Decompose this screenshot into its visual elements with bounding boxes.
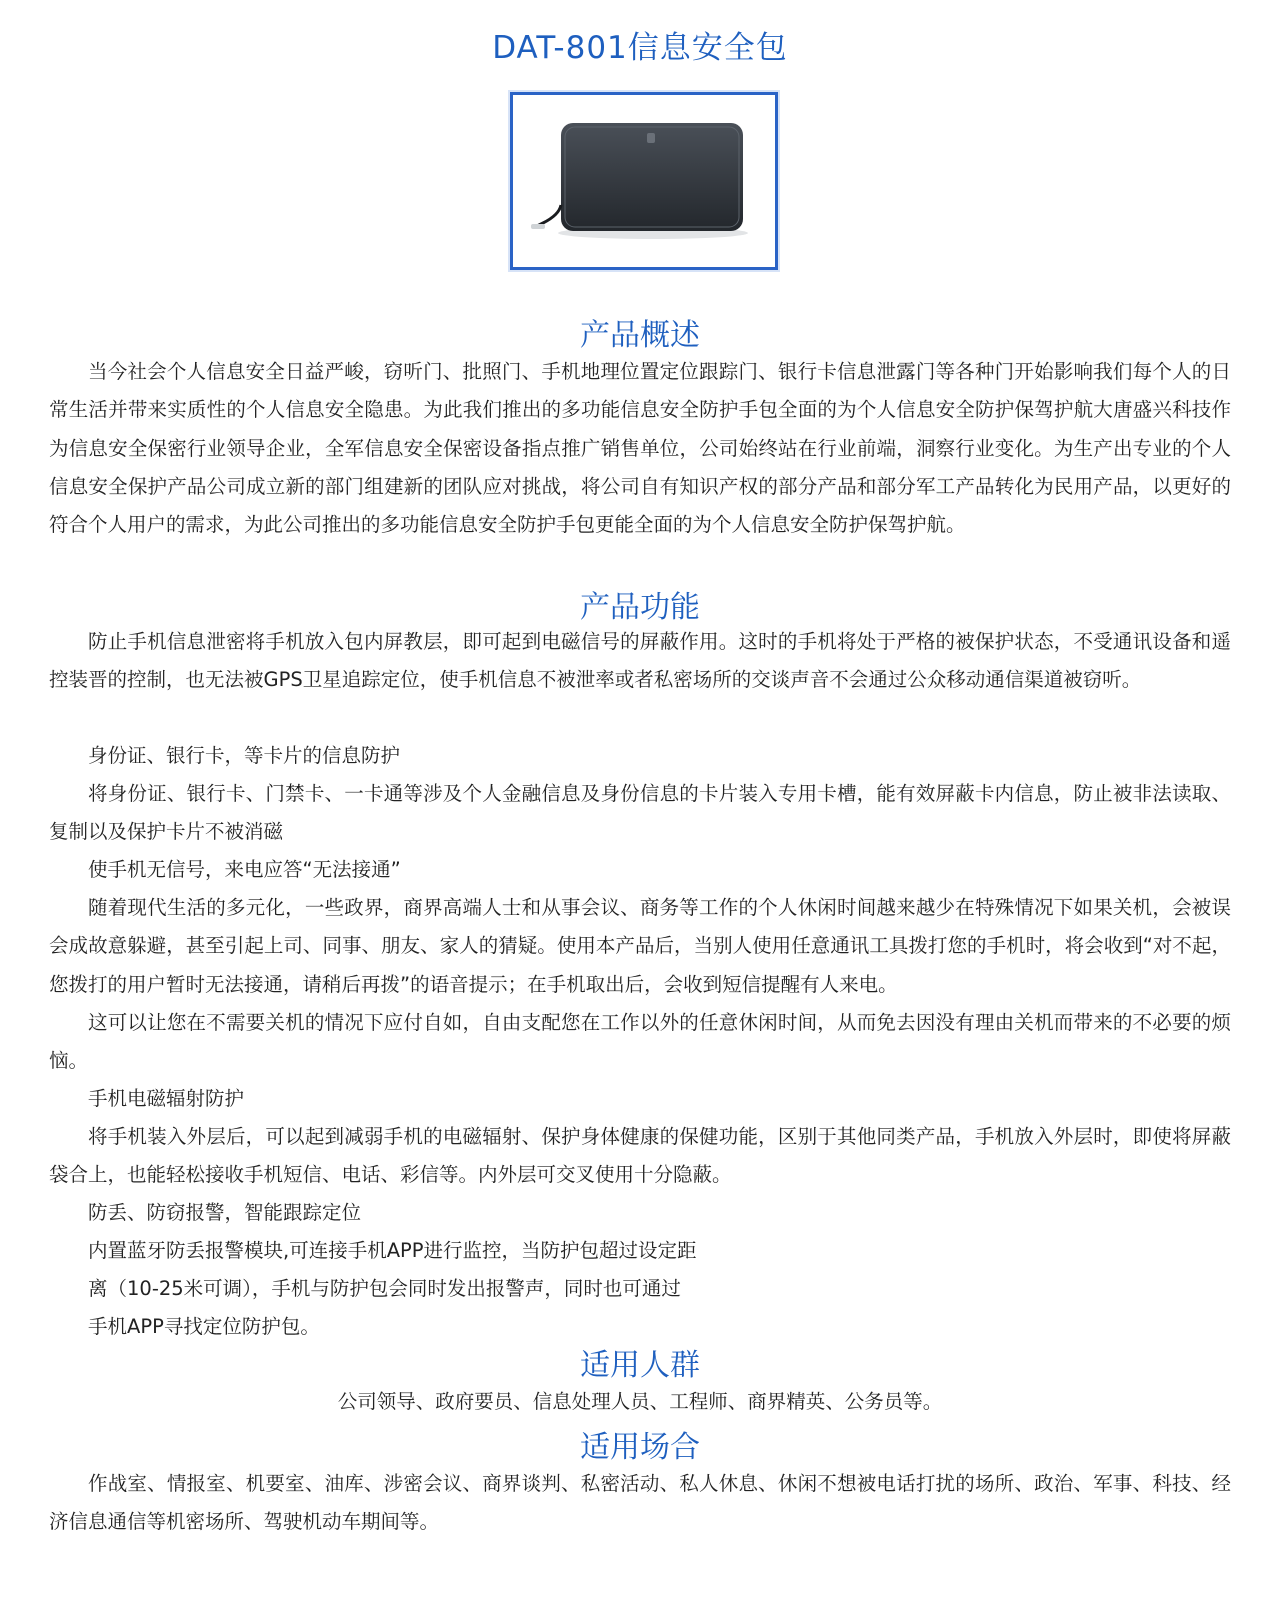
feature-text-7: 手机电磁辐射防护 (88, 1087, 245, 1110)
occasions-heading: 适用场合 (580, 1430, 700, 1465)
feature-text-3: 将身份证、银行卡、门禁卡、一卡通等涉及个人金融信息及身份信息的卡片装入专用卡槽，能有效屏蔽卡内信息，防止被非法读取、复制以及保护卡片不被消磁 (49, 782, 1231, 844)
feature-text-10: 内置蓝牙防丢报警模块,可连接手机APP进行监控，当防护包超过设定距 (88, 1239, 697, 1262)
feature-text-1: 防止手机信息泄密将手机放入包内屏教层，即可起到电磁信号的屏蔽作用。这时的手机将处于严格的被保护状态，不受通讯设备和遥控装晋的控制，也无法被GPS卫星追踪定位，使手机信息不被泄率或者私密场所的交谈声音不会通过公众移动通信渠道被窃听。 (49, 630, 1231, 692)
overview-text: 当今社会个人信息安全日益严峻，窃听门、批照门、手机地理位置定位跟踪门、银行卡信息泄露门等各种门开始影响我们每个人的日常生活并带来实质性的个人信息安全隐患。为此我们推出的多功能信息安全防护手包全面的为个人信息安全防护保驾护航大唐盛兴科技作为信息安全保密行业领导企业，全军信息安全保密设备指点推广销售单位，公司始终站在行业前端，洞察行业变化。为生产出专业的个人信息安全保护产品公司成立新的部门组建新的团队应对挑战，将公司自有知识产权的部分产品和部分军工产品转化为民用产品，以更好的符合个人用户的需求，为此公司推出的多功能信息安全防护手包更能全面的为个人信息安全防护保驾护航。 (49, 360, 1231, 537)
occasions-text: 作战室、情报室、机要室、油库、涉密会议、商界谈判、私密活动、私人休息、休闲不想被电话打扰的场所、政治、军事、科技、经济信息通信等机密场所、驾驶机动车期间等。 (49, 1472, 1231, 1534)
product-image (510, 92, 778, 270)
feature-text-6: 这可以让您在不需要关机的情况下应付自如，自由支配您在工作以外的任意休闲时间，从而免去因没有理由关机而带来的不必要的烦恼。 (49, 1011, 1231, 1073)
feature-text-11: 离（10-25米可调），手机与防护包会同时发出报警声，同时也可通过 (88, 1277, 681, 1300)
feature-text-5: 随着现代生活的多元化，一些政界，商界高端人士和从事会议、商务等工作的个人休闲时间越来越少在特殊情况下如果关机，会被误会成故意躲避，甚至引起上司、同事、朋友、家人的猜疑。使用本产品后，当别人使用任意通讯工具拨打您的手机时，将会收到“对不起，您拨打的用户暂时无法接通，请稍后再拨”的语音提示；在手机取出后，会收到短信提醒有人来电。 (49, 896, 1231, 996)
wallet-illustration (513, 95, 775, 267)
feature-text-8: 将手机装入外层后，可以起到减弱手机的电磁辐射、保护身体健康的保健功能，区别于其他同类产品，手机放入外层时，即使将屏蔽袋合上，也能轻松接收手机短信、电话、彩信等。内外层可交叉使用十分隐蔽。 (49, 1125, 1231, 1187)
feature-text-2: 身份证、银行卡，等卡片的信息防护 (88, 744, 401, 767)
audience-text: 公司领导、政府要员、信息处理人员、工程师、商界精英、公务员等。 (337, 1390, 943, 1413)
overview-heading: 产品概述 (580, 318, 700, 353)
feature-text-9: 防丢、防窃报警，智能跟踪定位 (88, 1201, 362, 1224)
feature-text-12: 手机APP寻找定位防护包。 (88, 1315, 320, 1338)
features-heading: 产品功能 (580, 590, 700, 625)
feature-text-4: 使手机无信号，来电应答“无法接通” (88, 858, 401, 881)
page-title: DAT-801信息安全包 (492, 30, 788, 66)
audience-heading: 适用人群 (580, 1348, 700, 1383)
